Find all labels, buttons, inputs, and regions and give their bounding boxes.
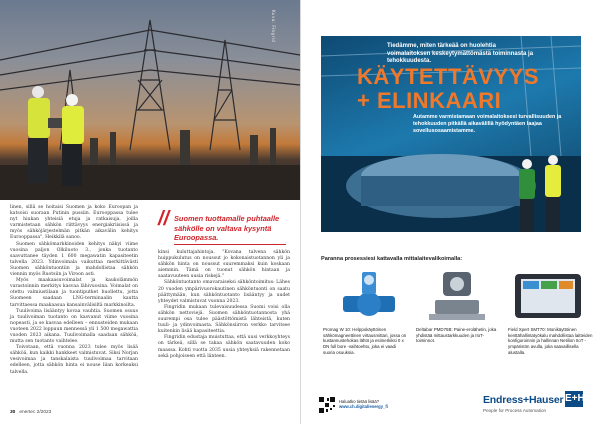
products-heading: Paranna prosessiesi kattavalla mittalaitevalikoimalla:: [321, 256, 463, 262]
pull-quote-rule: [174, 244, 286, 245]
product-name: Deltabar PMD75B:: [416, 327, 453, 332]
paragraph: Myös maakaasuvoimalat ja kaukolämmön varastoinnin merkitys kasvaa lähivuosina. Voimalat on otettu valmiustilaan ja tuontiputket huollettu, jotta Suomeen saadaan LNG-terminaalin kautta tarvittaessa maakaasua kansainvälisiltä markkinoilta.: [10, 278, 138, 308]
magazine-issue: enertec 2/2023: [19, 410, 52, 415]
paragraph: Sähköntuotanto omavaraiseksi sähköntoimitus: Lähes 20 vuoden ympärivuorokautinen sähköntuonti on saatu päättymään, kun sähköntuotanto lisääntyy ja uudet yhteydet valmistuvat vuonna 2023.: [158, 280, 290, 304]
photo-credit: Kuva: Fingrid: [271, 10, 276, 43]
quote-mark-icon: //: [158, 208, 170, 230]
product-desc: Monikäyttöinen kenttähallintatyökalu mahdollistaa laitteiden konfiguroinnin ja hallinnan Netilion IIoT -ympäristön avulla, joka saavaillisella alustalla.: [508, 327, 593, 355]
page-folio: [10, 410, 51, 415]
paragraph: Toivotaan, että vuonna 2023 tulee myös lisää sähköä, kun kaikki hankkeet valmistuvat. Siksi Norjan vesivoimaa ja tanskalaista tuulivoimaa tarvitaan edelleen, jotta sähkön hinta ei nouse liian korkeaksi talvella.: [10, 345, 138, 375]
paragraph: linen, sillä se hoitaisi Suomen ja koko Euroopan ja katsoisi suoraan Putinin pussiin. Eurooppassa tulee nyt hiukan yhteisiä etuja ja ratkaisuja, joilla varmistetaan sähkön riittävyys energiakriisissä ja myös sähköjärjestelmän pitkän aikavälin kehitys Eurooppassa", Heikkilä sanoo.: [10, 205, 138, 241]
product-description-1: [323, 327, 408, 356]
paragraph: Suomen sähkömarkkinoiden kehitys näkyi viime vuosina paljon Olkiluoto 3., jonka tuotanto saavuttanee täyden 1 600 megawatin kapasiteetin talvella 2023. Ydinvoimala vaikuttaa merkittävästi Suomen sähköntuontiin ja mahdollistaa sähkön viennin myös Ruotsiin ja Viroon asti.: [10, 241, 138, 278]
paragraph: kinsi kuluttajahintoja. "Kovana talvena sähkön huippukulutus on noussut jo kokonaistuotannon yli ja sähkön hinta on noussut suuremmaksi kuin koskaan aiemmin. Tämä on tuonut sähkön hintaan ja saatavuuteen uusia riskejä.": [158, 250, 290, 280]
product-name: Field Xpert SMT70:: [508, 327, 546, 332]
logo-tagline: People for Process Automation: [483, 408, 547, 413]
paragraph: Tuulivoima lisääntyy kovaa vauhtia. Suomen osuus ja tuulivoiman tuotanto on kasvanut viime vuosina nopeasti, ja se kasvaa edelleen – ennusteiden mukaan vuoteen 2022 loppuun mennessä yli 1 500 megawattia vuoden 2023 aikana. Tuulivoimalla saadaan sähköä, mutta sen tuotanto vaihtelee.: [10, 308, 138, 345]
qr-caption: [339, 399, 388, 410]
field-tablet-image: [509, 266, 589, 326]
ad-headline-line-2: + ELINKAARI: [357, 88, 502, 113]
product-name: Promag W 10:: [323, 327, 352, 332]
substation-illustration: [0, 0, 300, 200]
product-description-2: [416, 327, 501, 344]
ad-intro-text: Tiedämme, miten tärkeää on huolehtia voimalaitoksen keskeytymättömästä toiminnasta ja tehokkuudesta.: [387, 43, 534, 64]
flowmeter-image: [329, 266, 409, 326]
pull-quote-text: Suomen tuottamalle puhtaalle sähkölle on valtava kysyntä Euroopassa.: [174, 214, 280, 242]
paragraph: Fingridin edustaja muistuttaa, että uusi verkkoyhteys on tärkeä, sillä se takaa sähkön saatavuuden koko maassa. Kohti vuotta 2035 uusia yhteyksiä rakennetaan sekä pohjoiseen että länteen.: [158, 335, 290, 359]
qr-link[interactable]: www.ch.digital/energy_fi: [339, 404, 388, 410]
right-page-advertisement: [301, 0, 600, 424]
qr-text: Haluatko tietää lisää?: [339, 399, 380, 404]
product-description-3: [508, 327, 593, 356]
ad-headline-line-1: KÄYTETTÄVYYS: [357, 64, 540, 89]
qr-code-icon[interactable]: [319, 397, 335, 413]
page-number: 30: [10, 410, 16, 415]
ad-hero-image: [321, 36, 581, 232]
article-column-1: [10, 205, 138, 376]
product-desc: Helppokäyttöinen sähkömagneettinen virtausmittari, jossa on kustannustehokas lähtö ja esimerkiksi 0 x DN full bore -vaihtoehto, joka ei vaadi suoria osuuksia.: [323, 327, 407, 355]
endress-hauser-logo-mark: E+H: [565, 391, 583, 407]
endress-hauser-logo-text: Endress+Hauser: [483, 394, 564, 406]
pressure-transmitter-image: [419, 266, 499, 326]
paragraph: Fingridin mukaan tulevaisuudessa Suomi voisi olla sähkön nettoviejä. Suomen sähköntuotannosta yhä suurempi osa tulee päästöttömistä lähteistä, kuten tuuli- ja ydinvoimasta. Sähkönsiirron verkko tarvitsee kuitenkin lisää kapasiteettia.: [158, 304, 290, 335]
power-substation-photo: [0, 0, 300, 200]
product-desc: Paine-erolähetin, joka yhdistää mittaustarkkuuden ja IIoT-toiminnot.: [416, 327, 497, 344]
article-column-2: [158, 250, 290, 360]
ad-body-text: Autamme varmistamaan voimalaitoksesi turvallisuuden ja tehokkuuden pitkällä aikavälillä hyödyntäen laajaa sovellusosaamistamme.: [413, 114, 562, 134]
